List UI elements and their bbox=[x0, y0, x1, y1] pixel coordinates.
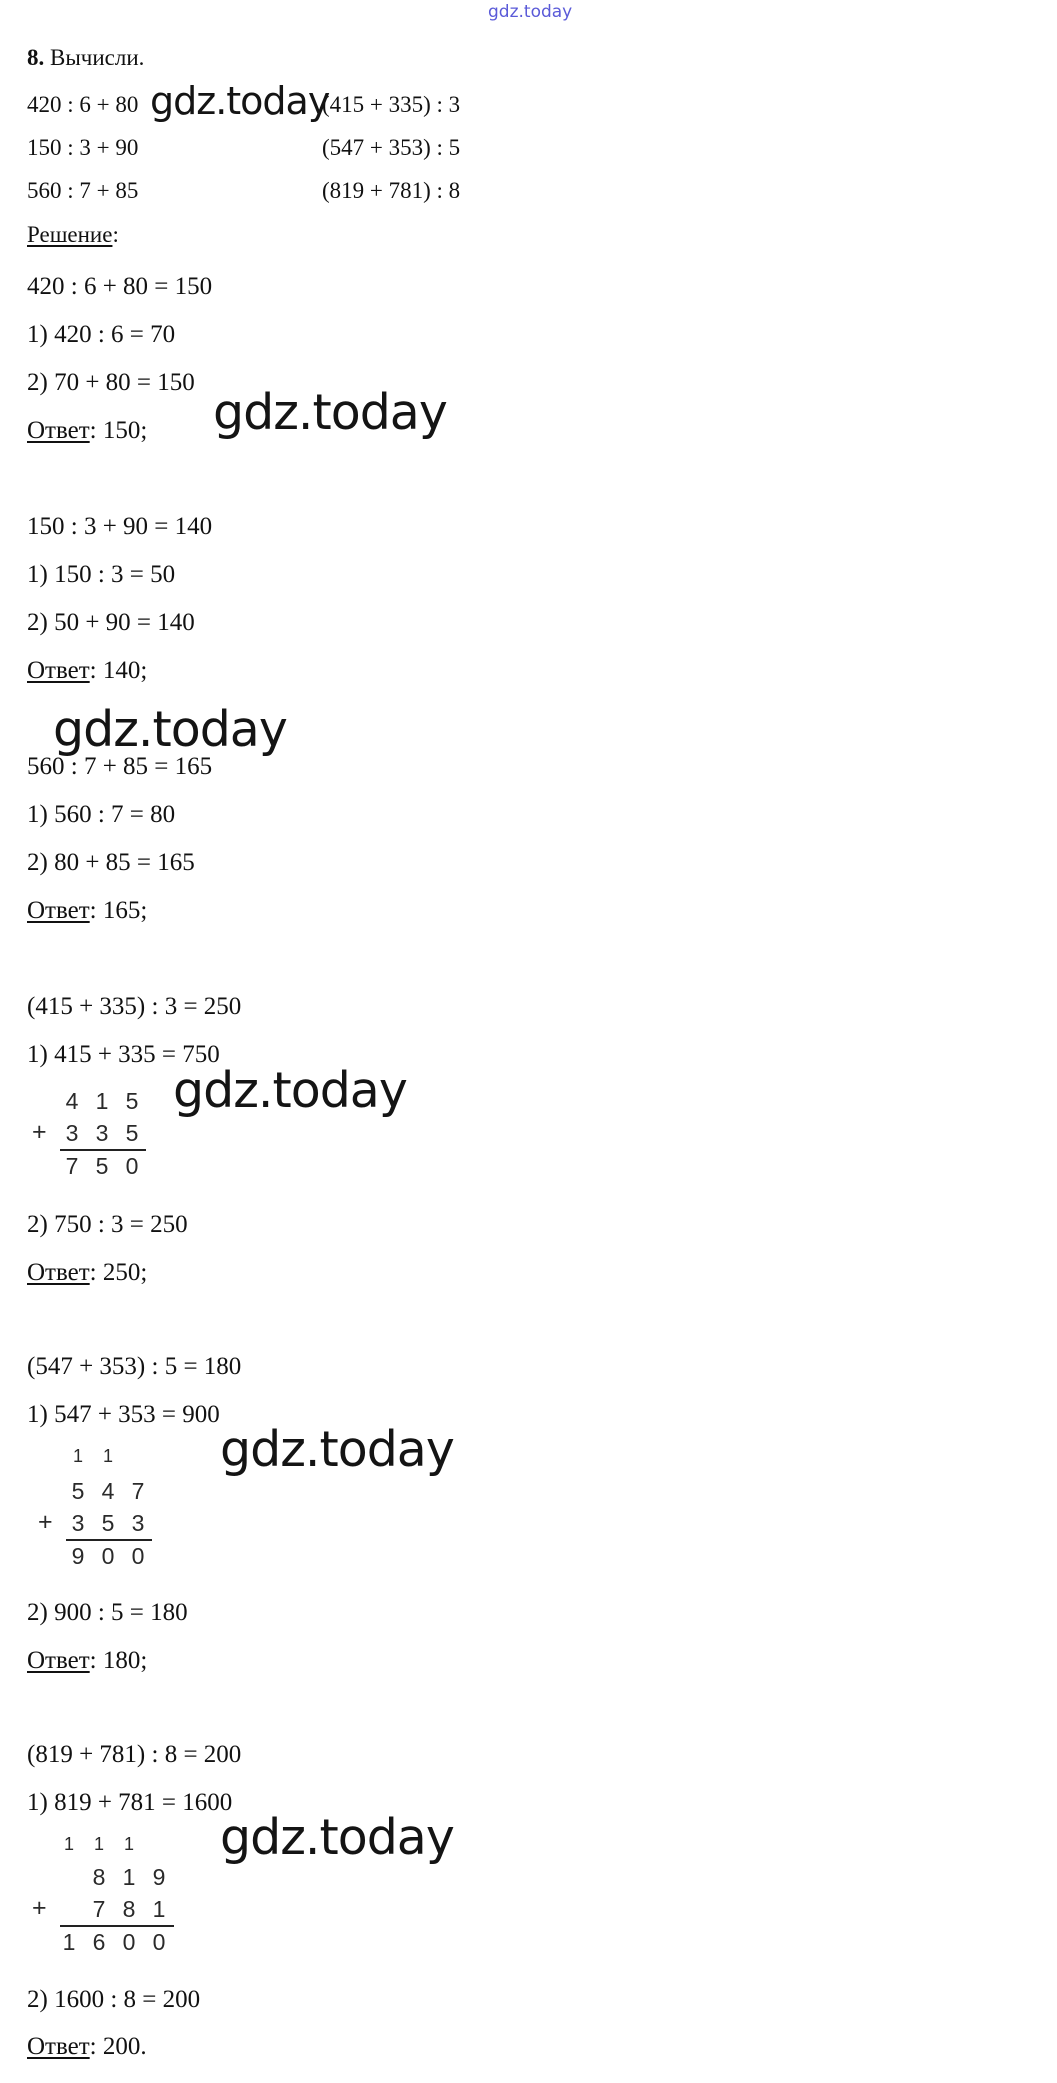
answer-label: Ответ bbox=[27, 2033, 90, 2060]
block-5-expression: (547 + 353) : 5 = 180 bbox=[27, 1353, 242, 1380]
watermark-2: gdz.today bbox=[213, 384, 447, 441]
digit: 3 bbox=[65, 1120, 79, 1146]
digit: 1 bbox=[122, 1864, 136, 1890]
block-1-answer bbox=[27, 416, 147, 446]
block-3-step-1: 1) 560 : 7 = 80 bbox=[27, 801, 176, 828]
carry-digit: 1 bbox=[72, 1446, 83, 1466]
block-1-step-2: 2) 70 + 80 = 150 bbox=[27, 369, 195, 396]
task-number: 8. bbox=[27, 45, 45, 70]
block-5-column-addition bbox=[38, 1446, 178, 1586]
block-5-answer bbox=[27, 1646, 147, 1676]
block-3-answer bbox=[27, 896, 147, 926]
task-heading bbox=[27, 44, 144, 72]
block-2-expression: 150 : 3 + 90 = 140 bbox=[27, 513, 213, 540]
block-2-step-1: 1) 150 : 3 = 50 bbox=[27, 561, 176, 588]
block-4-step-2: 2) 750 : 3 = 250 bbox=[27, 1211, 188, 1238]
block-3-expression: 560 : 7 + 85 = 165 bbox=[27, 753, 213, 780]
digit: 7 bbox=[131, 1478, 145, 1504]
digit: 7 bbox=[92, 1896, 106, 1922]
digit: 8 bbox=[122, 1896, 136, 1922]
task-expression-left-3: 560 : 7 + 85 bbox=[27, 178, 139, 203]
digit: 6 bbox=[92, 1929, 106, 1955]
sum-line bbox=[60, 1149, 146, 1151]
block-4-expression: (415 + 335) : 3 = 250 bbox=[27, 993, 242, 1020]
digit: 3 bbox=[95, 1120, 109, 1146]
digit: 3 bbox=[131, 1510, 145, 1536]
answer-value: : 200. bbox=[89, 2033, 147, 2060]
digit: 0 bbox=[122, 1929, 136, 1955]
digit: 0 bbox=[101, 1543, 115, 1569]
plus-sign: + bbox=[38, 1508, 53, 1536]
block-2-step-2: 2) 50 + 90 = 140 bbox=[27, 609, 195, 636]
digit: 0 bbox=[125, 1153, 139, 1179]
watermark-1: gdz.today bbox=[150, 79, 330, 123]
block-6-step-2: 2) 1600 : 8 = 200 bbox=[27, 1986, 201, 2013]
answer-label: Ответ bbox=[27, 1259, 90, 1286]
digit: 5 bbox=[71, 1478, 85, 1504]
answer-value: : 180; bbox=[89, 1647, 148, 1674]
digit: 7 bbox=[65, 1153, 79, 1179]
digit: 1 bbox=[62, 1929, 76, 1955]
digit: 4 bbox=[65, 1088, 79, 1114]
watermark-6: gdz.today bbox=[220, 1809, 454, 1866]
digit: 4 bbox=[101, 1478, 115, 1504]
task-title: Вычисли. bbox=[50, 45, 145, 70]
digit: 5 bbox=[125, 1088, 139, 1114]
task-expression-right-3: (819 + 781) : 8 bbox=[322, 178, 461, 203]
answer-label: Ответ bbox=[27, 417, 90, 444]
answer-value: : 250; bbox=[89, 1259, 148, 1286]
solution-label: Решение: bbox=[27, 222, 119, 247]
block-3-step-2: 2) 80 + 85 = 165 bbox=[27, 849, 195, 876]
digit: 1 bbox=[152, 1896, 166, 1922]
digit: 9 bbox=[152, 1864, 166, 1890]
watermark-top: gdz.today bbox=[488, 2, 573, 22]
digit: 9 bbox=[71, 1543, 85, 1569]
digit: 5 bbox=[101, 1510, 115, 1536]
answer-value: : 150; bbox=[89, 417, 148, 444]
digit: 1 bbox=[95, 1088, 109, 1114]
answer-value: : 140; bbox=[89, 657, 148, 684]
task-expression-left-2: 150 : 3 + 90 bbox=[27, 135, 139, 160]
digit: 5 bbox=[95, 1153, 109, 1179]
carry-digit: 1 bbox=[123, 1834, 134, 1854]
block-6-answer bbox=[27, 2032, 147, 2062]
sum-line bbox=[60, 1925, 174, 1927]
answer-label: Ответ bbox=[27, 897, 90, 924]
digit: 0 bbox=[131, 1543, 145, 1569]
answer-label: Ответ bbox=[27, 657, 90, 684]
block-4-step-1: 1) 415 + 335 = 750 bbox=[27, 1041, 220, 1068]
digit: 5 bbox=[125, 1120, 139, 1146]
block-5-step-1: 1) 547 + 353 = 900 bbox=[27, 1401, 220, 1428]
block-1-step-1: 1) 420 : 6 = 70 bbox=[27, 321, 176, 348]
carry-digit: 1 bbox=[63, 1834, 74, 1854]
carry-digit: 1 bbox=[102, 1446, 113, 1466]
task-expression-right-2: (547 + 353) : 5 bbox=[322, 135, 461, 160]
block-5-step-2: 2) 900 : 5 = 180 bbox=[27, 1599, 188, 1626]
digit: 3 bbox=[71, 1510, 85, 1536]
watermark-3: gdz.today bbox=[53, 701, 287, 758]
solution-label-text: Решение bbox=[27, 222, 113, 247]
plus-sign: + bbox=[32, 1118, 47, 1146]
task-expression-right-1: (415 + 335) : 3 bbox=[322, 92, 461, 117]
task-expression-left-1: 420 : 6 + 80 bbox=[27, 92, 139, 117]
digit: 0 bbox=[152, 1929, 166, 1955]
answer-label: Ответ bbox=[27, 1647, 90, 1674]
digit: 8 bbox=[92, 1864, 106, 1890]
block-4-column-addition bbox=[32, 1088, 172, 1188]
block-6-step-1: 1) 819 + 781 = 1600 bbox=[27, 1789, 233, 1816]
plus-sign: + bbox=[32, 1894, 47, 1922]
block-4-answer bbox=[27, 1258, 147, 1288]
block-2-answer bbox=[27, 656, 147, 686]
sum-line bbox=[66, 1539, 152, 1541]
block-6-expression: (819 + 781) : 8 = 200 bbox=[27, 1741, 242, 1768]
watermark-4: gdz.today bbox=[173, 1062, 407, 1119]
answer-value: : 165; bbox=[89, 897, 148, 924]
watermark-5: gdz.today bbox=[220, 1421, 454, 1478]
block-6-column-addition bbox=[32, 1834, 192, 1974]
carry-digit: 1 bbox=[93, 1834, 104, 1854]
block-1-expression: 420 : 6 + 80 = 150 bbox=[27, 273, 213, 300]
